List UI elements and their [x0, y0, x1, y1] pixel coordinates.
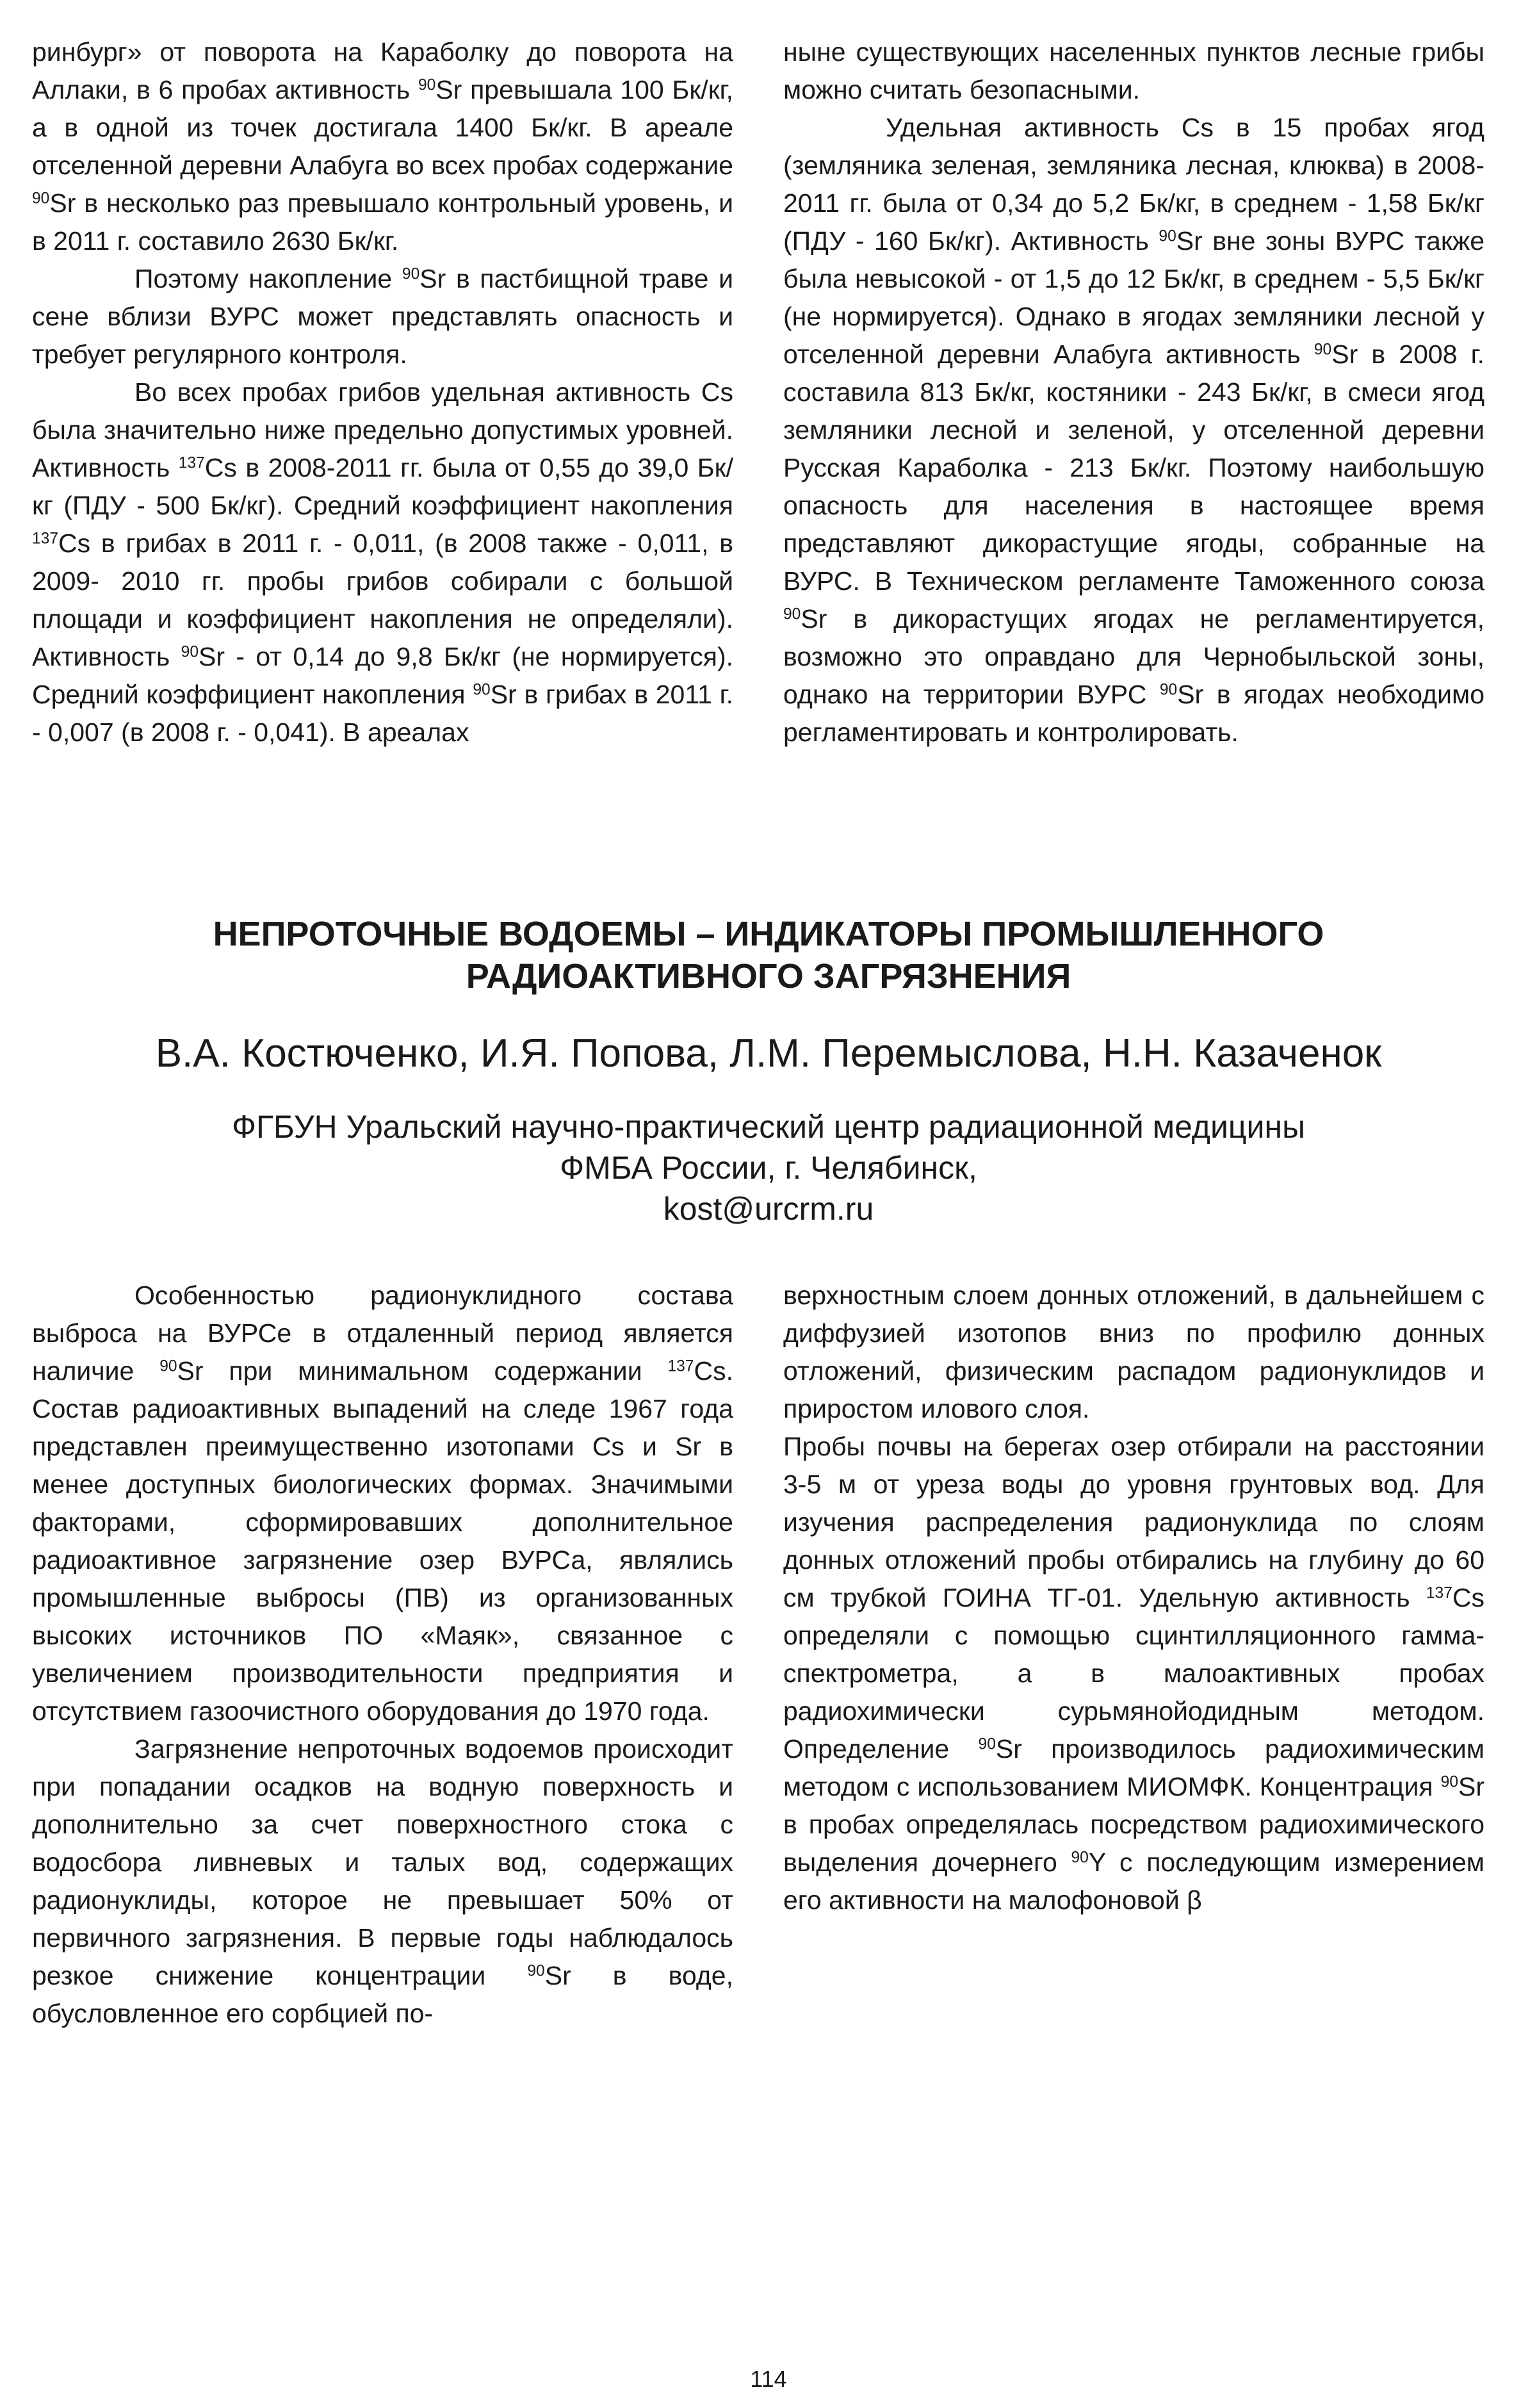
author-email: kost@urcrm.ru	[663, 1191, 874, 1227]
text-run: Sr в воде, обусловленное его сорбцией по-	[32, 1961, 734, 2028]
isotope-mass-number: 90	[978, 1735, 996, 1753]
isotope-mass-number: 90	[159, 1357, 177, 1375]
paragraph	[32, 33, 733, 260]
page-number: 114	[750, 2366, 787, 2392]
article-authors: В.А. Костюченко, И.Я. Попова, Л.М. Перемыслова, Н.Н. Казаченок	[155, 1031, 1382, 1076]
isotope-mass-number: 137	[1426, 1584, 1452, 1602]
isotope-mass-number: 137	[178, 454, 205, 472]
isotope-mass-number: 90	[783, 605, 801, 623]
paragraph	[783, 109, 1484, 751]
article-right-column	[783, 1277, 1484, 1919]
text-run: верхностным слоем донных отложений, в дальнейшем с диффузией изотопов вниз по профилю донных отложений, физическим распадом радионуклидов и приростом илового слоя.	[783, 1281, 1484, 1423]
text-run: Y с последующим измерением его активности на малофоновой β	[783, 1847, 1484, 1915]
isotope-mass-number: 137	[32, 530, 59, 548]
paragraph	[783, 1428, 1484, 1919]
isotope-mass-number: 90	[402, 265, 420, 283]
isotope-mass-number: 90	[32, 190, 50, 208]
text-run: Sr в 2008 г. составила 813 Бк/кг, костяники - 243 Бк/кг, в смеси ягод земляники лесной и зеленой, у отселенной деревни Русская Караболка - 213 Бк/кг. Поэтому наибольшую опасность для населения в настоящее время представляют дикорастущие ягоды, собранные на ВУРС. В Техническом регламенте Таможенного союза	[783, 340, 1484, 596]
text-run: Cs в грибах в 2011 г. - 0,011, (в 2008 также - 0,011, в 2009- 2010 гг. пробы грибов собирали с большой площади и коэффициент накопления не определяли). Активность	[32, 528, 733, 671]
text-run: Sr - от 0,14 до 9,8 Бк/кг (не нормируется). Средний коэффициент накопления	[32, 642, 733, 709]
article-left-column	[32, 1277, 733, 2033]
paragraph	[32, 1277, 733, 1730]
isotope-mass-number: 90	[527, 1962, 545, 1980]
text-run: Sr в грибах в 2011 г. - 0,007 (в 2008 г. - 0,041). В ареалах	[32, 680, 733, 747]
text-run: Sr в пастбищной траве и сене вблизи ВУРС может представлять опасность и требует регулярного контроля.	[32, 264, 733, 369]
paragraph	[32, 1730, 733, 2033]
text-run: Sr при минимальном содержании	[177, 1356, 668, 1386]
text-run: ринбург» от поворота на Караболку до поворота на Аллаки, в 6 пробах активность	[32, 37, 733, 104]
paragraph	[783, 33, 1484, 109]
article-title-line: РАДИОАКТИВНОГО ЗАГРЯЗНЕНИЯ	[466, 957, 1071, 995]
text-run: Загрязнение непроточных водоемов происходит при попадании осадков на водную поверхность и дополнительно за счет поверхностного стока с водосбора ливневых и талых вод, содержащих радионуклиды, которое не превышает 50% от первичного загрязнения. В первые годы наблюдалось резкое снижение концентрации	[32, 1734, 733, 1990]
text-run: Sr в ягодах необходимо регламентировать и контролировать.	[783, 680, 1484, 747]
isotope-mass-number: 137	[667, 1357, 694, 1375]
paragraph	[783, 1277, 1484, 1428]
affiliation-line: ФМБА России, г. Челябинск,	[560, 1150, 977, 1186]
text-run: Пробы почвы на берегах озер отбирали на расстоянии 3-5 м от уреза воды до уровня грунтовых вод. Для изучения распределения радионуклида по слоям донных отложений пробы отбирались на глубину до 60 см трубкой ГОИНА ТГ-01. Удельную активность	[783, 1432, 1484, 1612]
article-title	[38, 913, 1499, 997]
text-run: Cs определяли с помощью сцинтилляционного гамма-спектрометра, а в малоактивных пробах радиохимически сурьмянойодидным методом. Определение	[783, 1583, 1484, 1764]
text-run: Cs. Состав радиоактивных выпадений на следе 1967 года представлен преимущественно изотопами Cs и Sr в менее доступных биологических формах. Значимыми факторами, сформировавших дополнительное радиоактивное загрязнение озер ВУРСа, являлись промышленные выбросы (ПВ) из организованных высоких источников ПО «Маяк», связанное с увеличением производительности предприятия и отсутствием газоочистного оборудования до 1970 года.	[32, 1356, 733, 1726]
paragraph	[32, 373, 733, 751]
isotope-mass-number: 90	[1313, 341, 1332, 359]
text-run: Sr в пробах определялась посредством радиохимического выделения дочернего	[783, 1772, 1484, 1877]
text-run: Поэтому накопление	[134, 264, 402, 293]
prev-article-left-column	[32, 33, 733, 751]
isotope-mass-number: 90	[1440, 1773, 1458, 1791]
article-affiliation	[38, 1106, 1499, 1229]
isotope-mass-number: 90	[1159, 681, 1178, 699]
isotope-mass-number: 90	[1159, 227, 1176, 245]
text-run: Sr превышала 100 Бк/кг, а в одной из точек достигала 1400 Бк/кг. В ареале отселенной деревни Алабуга во всех пробах содержание	[32, 75, 733, 180]
text-run: Cs в 2008-2011 гг. была от 0,55 до 39,0 Бк/кг (ПДУ - 500 Бк/кг). Средний коэффициент накопления	[32, 453, 733, 520]
text-run: Sr производилось радиохимическим методом с использованием МИОМФК. Концентрация	[783, 1734, 1484, 1801]
text-run: Sr в несколько раз превышало контрольный уровень, и в 2011 г. составило 2630 Бк/кг.	[32, 188, 733, 256]
affiliation-line: ФГБУН Уральский научно-практический центр радиационной медицины	[231, 1109, 1306, 1145]
text-run: ныне существующих населенных пунктов лесные грибы можно считать безопасными.	[783, 37, 1484, 104]
isotope-mass-number: 90	[181, 643, 199, 661]
isotope-mass-number: 90	[473, 681, 491, 699]
text-run: Sr в дикорастущих ягодах не регламентируется, возможно это оправдано для Чернобыльской зоны, однако на территории ВУРС	[783, 604, 1484, 709]
prev-article-right-column	[783, 33, 1484, 751]
paragraph	[32, 260, 733, 373]
isotope-mass-number: 90	[1071, 1849, 1089, 1867]
text-run: Sr вне зоны ВУРС также была невысокой - от 1,5 до 12 Бк/кг, в среднем - 5,5 Бк/кг (не нормируется). Однако в ягодах земляники лесной у отселенной деревни Алабуга активность	[783, 226, 1485, 369]
article-title-line: НЕПРОТОЧНЫЕ ВОДОЕМЫ – ИНДИКАТОРЫ ПРОМЫШЛЕННОГО	[213, 915, 1324, 953]
text-run: Особенностью радионуклидного состава выброса на ВУРСе в отдаленный период является наличие	[32, 1281, 733, 1386]
text-run: Во всех пробах грибов удельная активность Cs была значительно ниже предельно допустимых уровней. Активность	[32, 377, 733, 482]
isotope-mass-number: 90	[418, 76, 436, 94]
text-run: Удельная активность Cs в 15 пробах ягод (земляника зеленая, земляника лесная, клюква) в 2008-2011 гг. была от 0,34 до 5,2 Бк/кг, в среднем - 1,58 Бк/кг (ПДУ - 160 Бк/кг). Активность	[783, 113, 1484, 256]
